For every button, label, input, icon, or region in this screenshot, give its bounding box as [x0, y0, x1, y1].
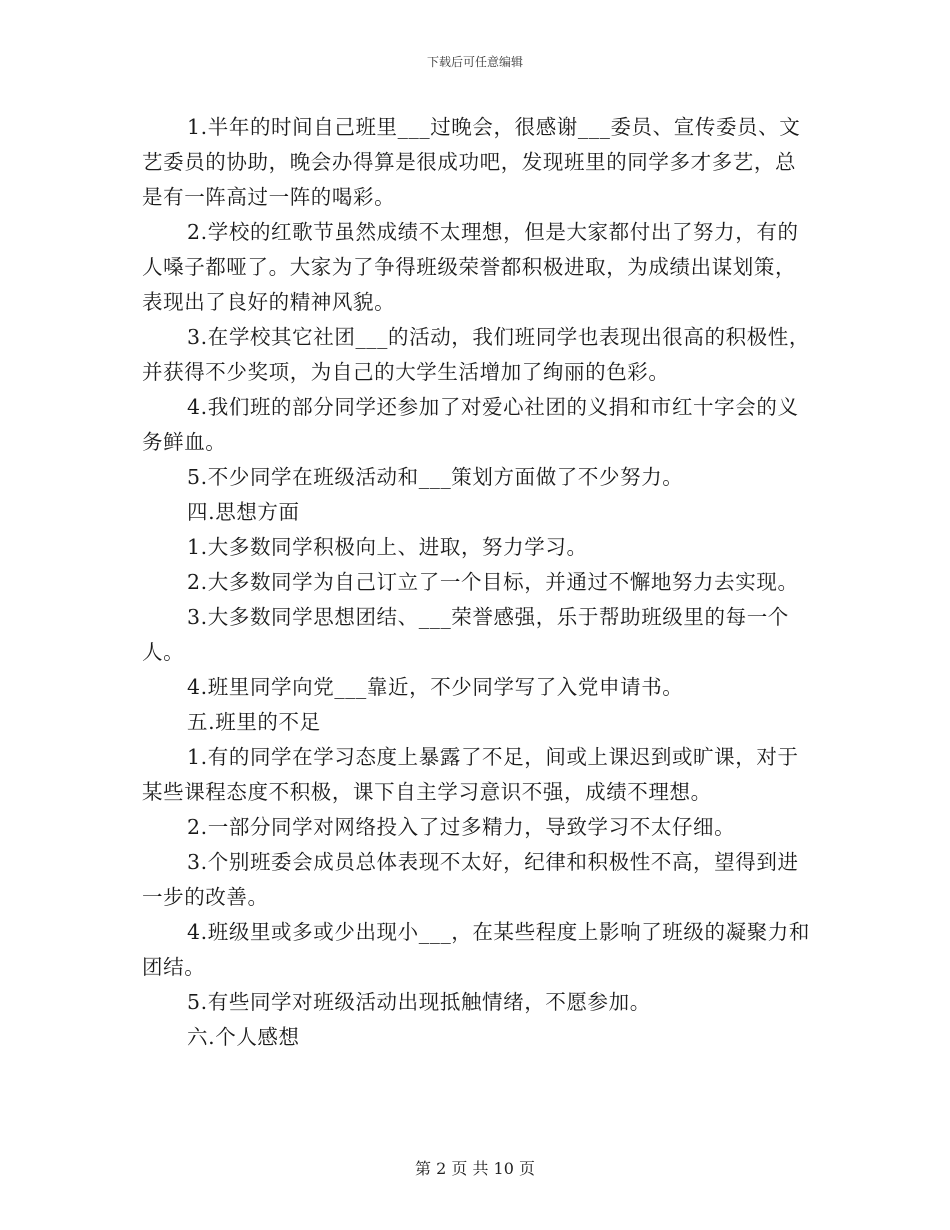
paragraph: 4.我们班的部分同学还参加了对爱心社团的义捐和市红十字会的义务鲜血。: [142, 395, 799, 454]
paragraph: 1.大多数同学积极向上、进取，努力学习。: [187, 535, 588, 559]
paragraph: 3.个别班委会成员总体表现不太好，纪律和积极性不高，望得到进一步的改善。: [142, 850, 799, 909]
paragraph: 2.一部分同学对网络投入了过多精力，导致学习不太仔细。: [187, 815, 736, 839]
paragraph: 2.学校的红歌节虽然成绩不太理想，但是大家都付出了努力，有的人嗓子都哑了。大家为了争得班级荣誉都积极进取，为成绩出谋划策，表现出了良好的精神风貌。: [142, 220, 799, 314]
paragraph: 4.班里同学向党___靠近，不少同学写了入党申请书。: [187, 675, 684, 699]
document-body: [142, 110, 812, 1055]
paragraph: 5.不少同学在班级活动和___策划方面做了不少努力。: [187, 465, 684, 489]
section-heading: 五.班里的不足: [187, 710, 321, 734]
paragraph: 1.有的同学在学习态度上暴露了不足，间或上课迟到或旷课，对于某些课程态度不积极，课下自主学习意识不强，成绩不理想。: [142, 745, 799, 804]
page-footer: 第 2 页 共 10 页: [415, 1159, 535, 1178]
paragraph: 4.班级里或多或少出现小___，在某些程度上影响了班级的凝聚力和团结。: [142, 920, 811, 979]
paragraph: 1.半年的时间自己班里___过晚会，很感谢___委员、宣传委员、文艺委员的协助，晚会办得算是很成功吧，发现班里的同学多才多艺，总是有一阵高过一阵的喝彩。: [142, 115, 801, 209]
paragraph: 5.有些同学对班级活动出现抵触情绪，不愿参加。: [187, 990, 651, 1014]
paragraph: 3.大多数同学思想团结、___荣誉感强，乐于帮助班级里的每一个人。: [142, 605, 789, 664]
section-heading: 四.思想方面: [187, 500, 300, 524]
paragraph: 2.大多数同学为自己订立了一个目标，并通过不懈地努力去实现。: [187, 570, 799, 594]
section-heading: 六.个人感想: [187, 1025, 300, 1049]
paragraph: 3.在学校其它社团___的活动，我们班同学也表现出很高的积极性，并获得不少奖项，为自己的大学生活增加了绚丽的色彩。: [142, 325, 811, 384]
page-header: 下载后可任意编辑: [426, 55, 523, 69]
